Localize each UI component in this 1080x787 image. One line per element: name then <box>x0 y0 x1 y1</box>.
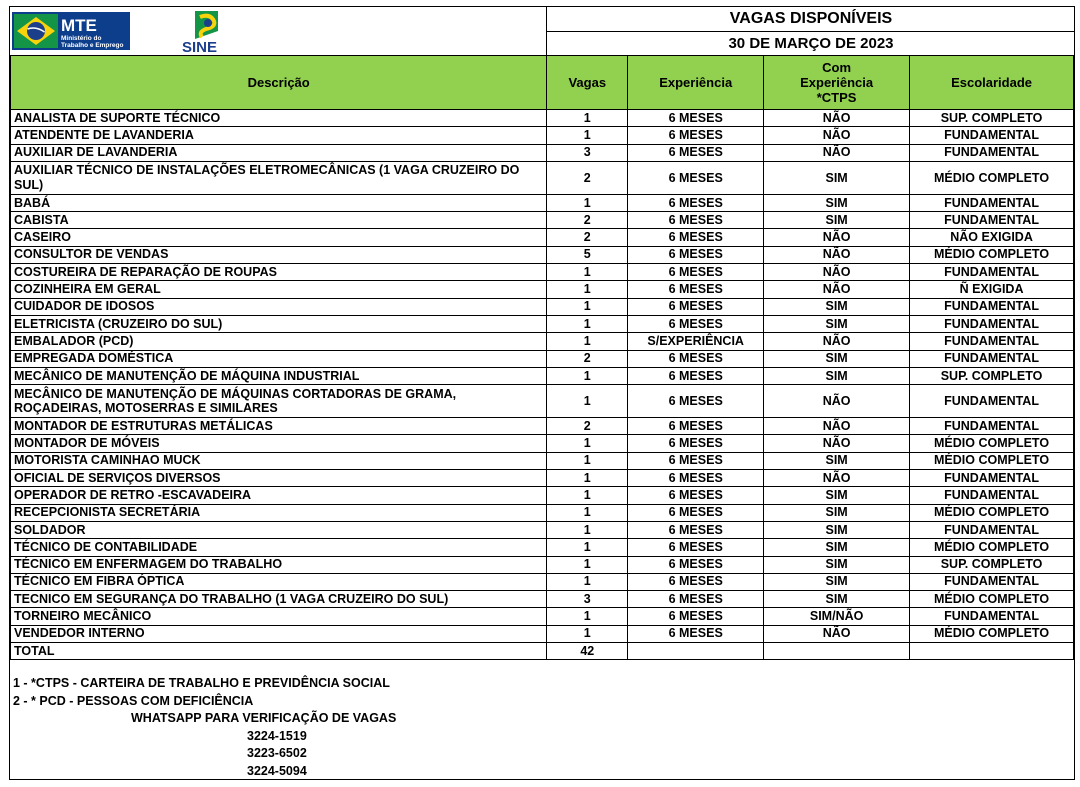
cell-escolaridade: MÉDIO COMPLETO <box>910 161 1074 194</box>
cell-descricao: VENDEDOR INTERNO <box>11 625 547 642</box>
cell-escolaridade: SUP. COMPLETO <box>910 367 1074 384</box>
cell-escolaridade: MÉDIO COMPLETO <box>910 625 1074 642</box>
logos-area <box>10 7 546 55</box>
cell-experiencia: 6 MESES <box>628 161 764 194</box>
cell-escolaridade: FUNDAMENTAL <box>910 212 1074 229</box>
cell-escolaridade: FUNDAMENTAL <box>910 608 1074 625</box>
cell-descricao: TECNICO EM SEGURANÇA DO TRABALHO (1 VAGA CRUZEIRO DO SUL) <box>11 591 547 608</box>
cell-ctps: SIM <box>764 161 910 194</box>
cell-ctps: SIM <box>764 315 910 332</box>
cell-vagas: 3 <box>547 144 628 161</box>
cell-ctps: NÃO <box>764 127 910 144</box>
cell-ctps: NÃO <box>764 246 910 263</box>
table-row <box>11 418 1074 435</box>
cell-descricao: ELETRICISTA (CRUZEIRO DO SUL) <box>11 315 547 332</box>
cell-experiencia: 6 MESES <box>628 470 764 487</box>
cell-vagas: 1 <box>547 470 628 487</box>
table-row <box>11 194 1074 211</box>
note-ctps: 1 - *CTPS - CARTEIRA DE TRABALHO E PREVIDÊNCIA SOCIAL <box>13 676 390 690</box>
cell-experiencia: 6 MESES <box>628 144 764 161</box>
cell-ctps: SIM <box>764 556 910 573</box>
cell-vagas: 1 <box>547 435 628 452</box>
cell-vagas: 1 <box>547 573 628 590</box>
cell-ctps: NÃO <box>764 144 910 161</box>
cell-escolaridade: FUNDAMENTAL <box>910 573 1074 590</box>
cell-vagas: 1 <box>547 452 628 469</box>
table-row <box>11 246 1074 263</box>
cell-vagas: 3 <box>547 591 628 608</box>
phone-number: 3223-6502 <box>247 746 307 760</box>
vacancies-table <box>10 55 1074 660</box>
cell-ctps: NÃO <box>764 281 910 298</box>
cell-vagas: 1 <box>547 281 628 298</box>
cell-descricao: EMBALADOR (PCD) <box>11 333 547 350</box>
cell-escolaridade: MÉDIO COMPLETO <box>910 246 1074 263</box>
cell-escolaridade: FUNDAMENTAL <box>910 298 1074 315</box>
cell-vagas: 2 <box>547 350 628 367</box>
cell-escolaridade: FUNDAMENTAL <box>910 333 1074 350</box>
cell-ctps: NÃO <box>764 264 910 281</box>
cell-vagas: 1 <box>547 194 628 211</box>
cell-experiencia: 6 MESES <box>628 367 764 384</box>
cell-escolaridade: FUNDAMENTAL <box>910 385 1074 418</box>
table-row <box>11 487 1074 504</box>
table-row <box>11 315 1074 332</box>
svg-text:Ministério do: Ministério do <box>61 35 102 42</box>
cell-escolaridade: Ñ EXIGIDA <box>910 281 1074 298</box>
date-label: 30 DE MARÇO DE 2023 <box>728 35 894 52</box>
table-row <box>11 625 1074 642</box>
cell-ctps: SIM <box>764 591 910 608</box>
page-title: VAGAS DISPONÍVEIS <box>547 7 1075 32</box>
sine-logo <box>180 9 230 55</box>
cell-experiencia: 6 MESES <box>628 591 764 608</box>
cell-descricao: OPERADOR DE RETRO -ESCAVADEIRA <box>11 487 547 504</box>
mte-logo <box>12 12 130 50</box>
cell-descricao: OFICIAL DE SERVIÇOS DIVERSOS <box>11 470 547 487</box>
cell-descricao: RECEPCIONISTA SECRETÁRIA <box>11 504 547 521</box>
cell-experiencia: S/EXPERIÊNCIA <box>628 333 764 350</box>
cell-ctps: SIM <box>764 212 910 229</box>
cell-vagas: 1 <box>547 333 628 350</box>
cell-ctps: SIM <box>764 487 910 504</box>
table-row <box>11 435 1074 452</box>
table-row <box>11 298 1074 315</box>
cell-escolaridade: FUNDAMENTAL <box>910 470 1074 487</box>
cell-vagas: 1 <box>547 367 628 384</box>
total-label: TOTAL <box>11 643 547 660</box>
cell-descricao: MECÂNICO DE MANUTENÇÃO DE MÁQUINA INDUSTRIAL <box>11 367 547 384</box>
column-header-vagas: Vagas <box>547 56 628 110</box>
cell-experiencia: 6 MESES <box>628 350 764 367</box>
cell-experiencia: 6 MESES <box>628 539 764 556</box>
cell-escolaridade: SUP. COMPLETO <box>910 110 1074 127</box>
cell-vagas: 1 <box>547 608 628 625</box>
cell-ctps: SIM <box>764 521 910 538</box>
cell-vagas: 2 <box>547 229 628 246</box>
document-header <box>10 7 1074 56</box>
cell-escolaridade: MÉDIO COMPLETO <box>910 591 1074 608</box>
cell-experiencia: 6 MESES <box>628 573 764 590</box>
cell-escolaridade: MÉDIO COMPLETO <box>910 452 1074 469</box>
table-row <box>11 521 1074 538</box>
table-row <box>11 385 1074 418</box>
cell-escolaridade: MÉDIO COMPLETO <box>910 504 1074 521</box>
total-empty-cell <box>910 643 1074 660</box>
cell-experiencia: 6 MESES <box>628 452 764 469</box>
cell-experiencia: 6 MESES <box>628 298 764 315</box>
cell-ctps: SIM <box>764 539 910 556</box>
cell-escolaridade: FUNDAMENTAL <box>910 487 1074 504</box>
cell-vagas: 1 <box>547 385 628 418</box>
cell-descricao: AUXILIAR DE LAVANDERIA <box>11 144 547 161</box>
cell-escolaridade: FUNDAMENTAL <box>910 350 1074 367</box>
cell-experiencia: 6 MESES <box>628 315 764 332</box>
svg-text:SINE: SINE <box>182 39 218 55</box>
total-value: 42 <box>547 643 628 660</box>
cell-escolaridade: SUP. COMPLETO <box>910 556 1074 573</box>
cell-descricao: TÉCNICO EM FIBRA ÓPTICA <box>11 573 547 590</box>
cell-ctps: NÃO <box>764 625 910 642</box>
cell-escolaridade: MÉDIO COMPLETO <box>910 435 1074 452</box>
cell-ctps: SIM <box>764 350 910 367</box>
table-row <box>11 110 1074 127</box>
cell-ctps: NÃO <box>764 470 910 487</box>
cell-vagas: 1 <box>547 625 628 642</box>
cell-experiencia: 6 MESES <box>628 608 764 625</box>
cell-experiencia: 6 MESES <box>628 418 764 435</box>
cell-descricao: TÉCNICO EM ENFERMAGEM DO TRABALHO <box>11 556 547 573</box>
cell-descricao: BABÁ <box>11 194 547 211</box>
phone-number: 3224-5094 <box>247 763 307 778</box>
cell-experiencia: 6 MESES <box>628 110 764 127</box>
cell-ctps: SIM <box>764 452 910 469</box>
cell-ctps: NÃO <box>764 435 910 452</box>
cell-escolaridade: FUNDAMENTAL <box>910 521 1074 538</box>
cell-experiencia: 6 MESES <box>628 229 764 246</box>
cell-ctps: NÃO <box>764 229 910 246</box>
cell-descricao: TORNEIRO MECÂNICO <box>11 608 547 625</box>
cell-vagas: 1 <box>547 127 628 144</box>
cell-vagas: 1 <box>547 110 628 127</box>
title-box <box>546 7 1075 55</box>
cell-vagas: 1 <box>547 539 628 556</box>
job-listing-document <box>9 6 1075 780</box>
table-row <box>11 367 1074 384</box>
note-pcd: 2 - * PCD - PESSOAS COM DEFICIÊNCIA <box>13 693 254 708</box>
table-row <box>11 573 1074 590</box>
cell-vagas: 1 <box>547 521 628 538</box>
cell-ctps: NÃO <box>764 110 910 127</box>
total-row <box>11 643 1074 660</box>
cell-descricao: CUIDADOR DE IDOSOS <box>11 298 547 315</box>
cell-vagas: 1 <box>547 315 628 332</box>
svg-text:MTE: MTE <box>61 16 97 35</box>
cell-vagas: 1 <box>547 504 628 521</box>
cell-escolaridade: FUNDAMENTAL <box>910 418 1074 435</box>
table-row <box>11 470 1074 487</box>
cell-experiencia: 6 MESES <box>628 212 764 229</box>
cell-vagas: 1 <box>547 264 628 281</box>
cell-descricao: ATENDENTE DE LAVANDERIA <box>11 127 547 144</box>
cell-descricao: ANALISTA DE SUPORTE TÉCNICO <box>11 110 547 127</box>
cell-experiencia: 6 MESES <box>628 264 764 281</box>
cell-vagas: 1 <box>547 487 628 504</box>
cell-ctps: NÃO <box>764 385 910 418</box>
cell-experiencia: 6 MESES <box>628 385 764 418</box>
total-empty-cell <box>628 643 764 660</box>
table-row <box>11 556 1074 573</box>
cell-descricao: TÉCNICO DE CONTABILIDADE <box>11 539 547 556</box>
table-row <box>11 264 1074 281</box>
cell-ctps: SIM <box>764 504 910 521</box>
table-row <box>11 608 1074 625</box>
column-header-ctps <box>764 56 910 110</box>
cell-descricao: MONTADOR DE MÓVEIS <box>11 435 547 452</box>
table-row <box>11 539 1074 556</box>
cell-descricao: AUXILIAR TÉCNICO DE INSTALAÇÕES ELETROMECÂNICAS (1 VAGA CRUZEIRO DO SUL) <box>11 161 547 194</box>
table-row <box>11 229 1074 246</box>
table-row <box>11 504 1074 521</box>
cell-ctps: SIM <box>764 367 910 384</box>
table-header-row <box>11 56 1074 110</box>
cell-descricao: CONSULTOR DE VENDAS <box>11 246 547 263</box>
cell-escolaridade: FUNDAMENTAL <box>910 194 1074 211</box>
cell-ctps: NÃO <box>764 333 910 350</box>
cell-experiencia: 6 MESES <box>628 281 764 298</box>
cell-descricao: MOTORISTA CAMINHAO MUCK <box>11 452 547 469</box>
phone-number: 3224-1519 <box>247 728 307 743</box>
cell-experiencia: 6 MESES <box>628 521 764 538</box>
cell-experiencia: 6 MESES <box>628 246 764 263</box>
column-header-experiencia: Experiência <box>628 56 764 110</box>
cell-vagas: 2 <box>547 212 628 229</box>
whatsapp-label: WHATSAPP PARA VERIFICAÇÃO DE VAGAS <box>131 711 397 725</box>
total-empty-cell <box>764 643 910 660</box>
cell-ctps: NÃO <box>764 418 910 435</box>
cell-escolaridade: FUNDAMENTAL <box>910 264 1074 281</box>
cell-experiencia: 6 MESES <box>628 487 764 504</box>
cell-experiencia: 6 MESES <box>628 435 764 452</box>
svg-text:Trabalho e Emprego: Trabalho e Emprego <box>61 42 124 49</box>
table-row <box>11 452 1074 469</box>
table-row <box>11 350 1074 367</box>
cell-descricao: MONTADOR DE ESTRUTURAS METÁLICAS <box>11 418 547 435</box>
cell-escolaridade: FUNDAMENTAL <box>910 127 1074 144</box>
cell-descricao: COZINHEIRA EM GERAL <box>11 281 547 298</box>
footnotes <box>13 675 396 780</box>
cell-descricao: EMPREGADA DOMÉSTICA <box>11 350 547 367</box>
cell-escolaridade: NÃO EXIGIDA <box>910 229 1074 246</box>
cell-descricao: SOLDADOR <box>11 521 547 538</box>
table-row <box>11 333 1074 350</box>
cell-ctps: SIM <box>764 194 910 211</box>
cell-escolaridade: FUNDAMENTAL <box>910 315 1074 332</box>
cell-vagas: 2 <box>547 161 628 194</box>
table-row <box>11 161 1074 194</box>
cell-descricao: MECÂNICO DE MANUTENÇÃO DE MÁQUINAS CORTADORAS DE GRAMA, ROÇADEIRAS, MOTOSERRAS E SIMILARES <box>11 385 547 418</box>
cell-vagas: 1 <box>547 298 628 315</box>
column-header-escolaridade: Escolaridade <box>910 56 1074 110</box>
cell-escolaridade: MÉDIO COMPLETO <box>910 539 1074 556</box>
column-header-ctps-text: Com Experiência *CTPS <box>800 60 874 105</box>
cell-descricao: CABISTA <box>11 212 547 229</box>
cell-experiencia: 6 MESES <box>628 504 764 521</box>
cell-vagas: 5 <box>547 246 628 263</box>
table-row <box>11 144 1074 161</box>
cell-experiencia: 6 MESES <box>628 127 764 144</box>
table-row <box>11 281 1074 298</box>
cell-vagas: 1 <box>547 556 628 573</box>
cell-ctps: SIM <box>764 298 910 315</box>
table-row <box>11 212 1074 229</box>
table-body <box>11 110 1074 643</box>
cell-ctps: SIM/NÃO <box>764 608 910 625</box>
cell-experiencia: 6 MESES <box>628 194 764 211</box>
cell-vagas: 2 <box>547 418 628 435</box>
cell-experiencia: 6 MESES <box>628 556 764 573</box>
cell-escolaridade: FUNDAMENTAL <box>910 144 1074 161</box>
cell-experiencia: 6 MESES <box>628 625 764 642</box>
table-row <box>11 591 1074 608</box>
table-row <box>11 127 1074 144</box>
cell-descricao: COSTUREIRA DE REPARAÇÃO DE ROUPAS <box>11 264 547 281</box>
column-header-descricao: Descrição <box>11 56 547 110</box>
cell-descricao: CASEIRO <box>11 229 547 246</box>
cell-ctps: SIM <box>764 573 910 590</box>
